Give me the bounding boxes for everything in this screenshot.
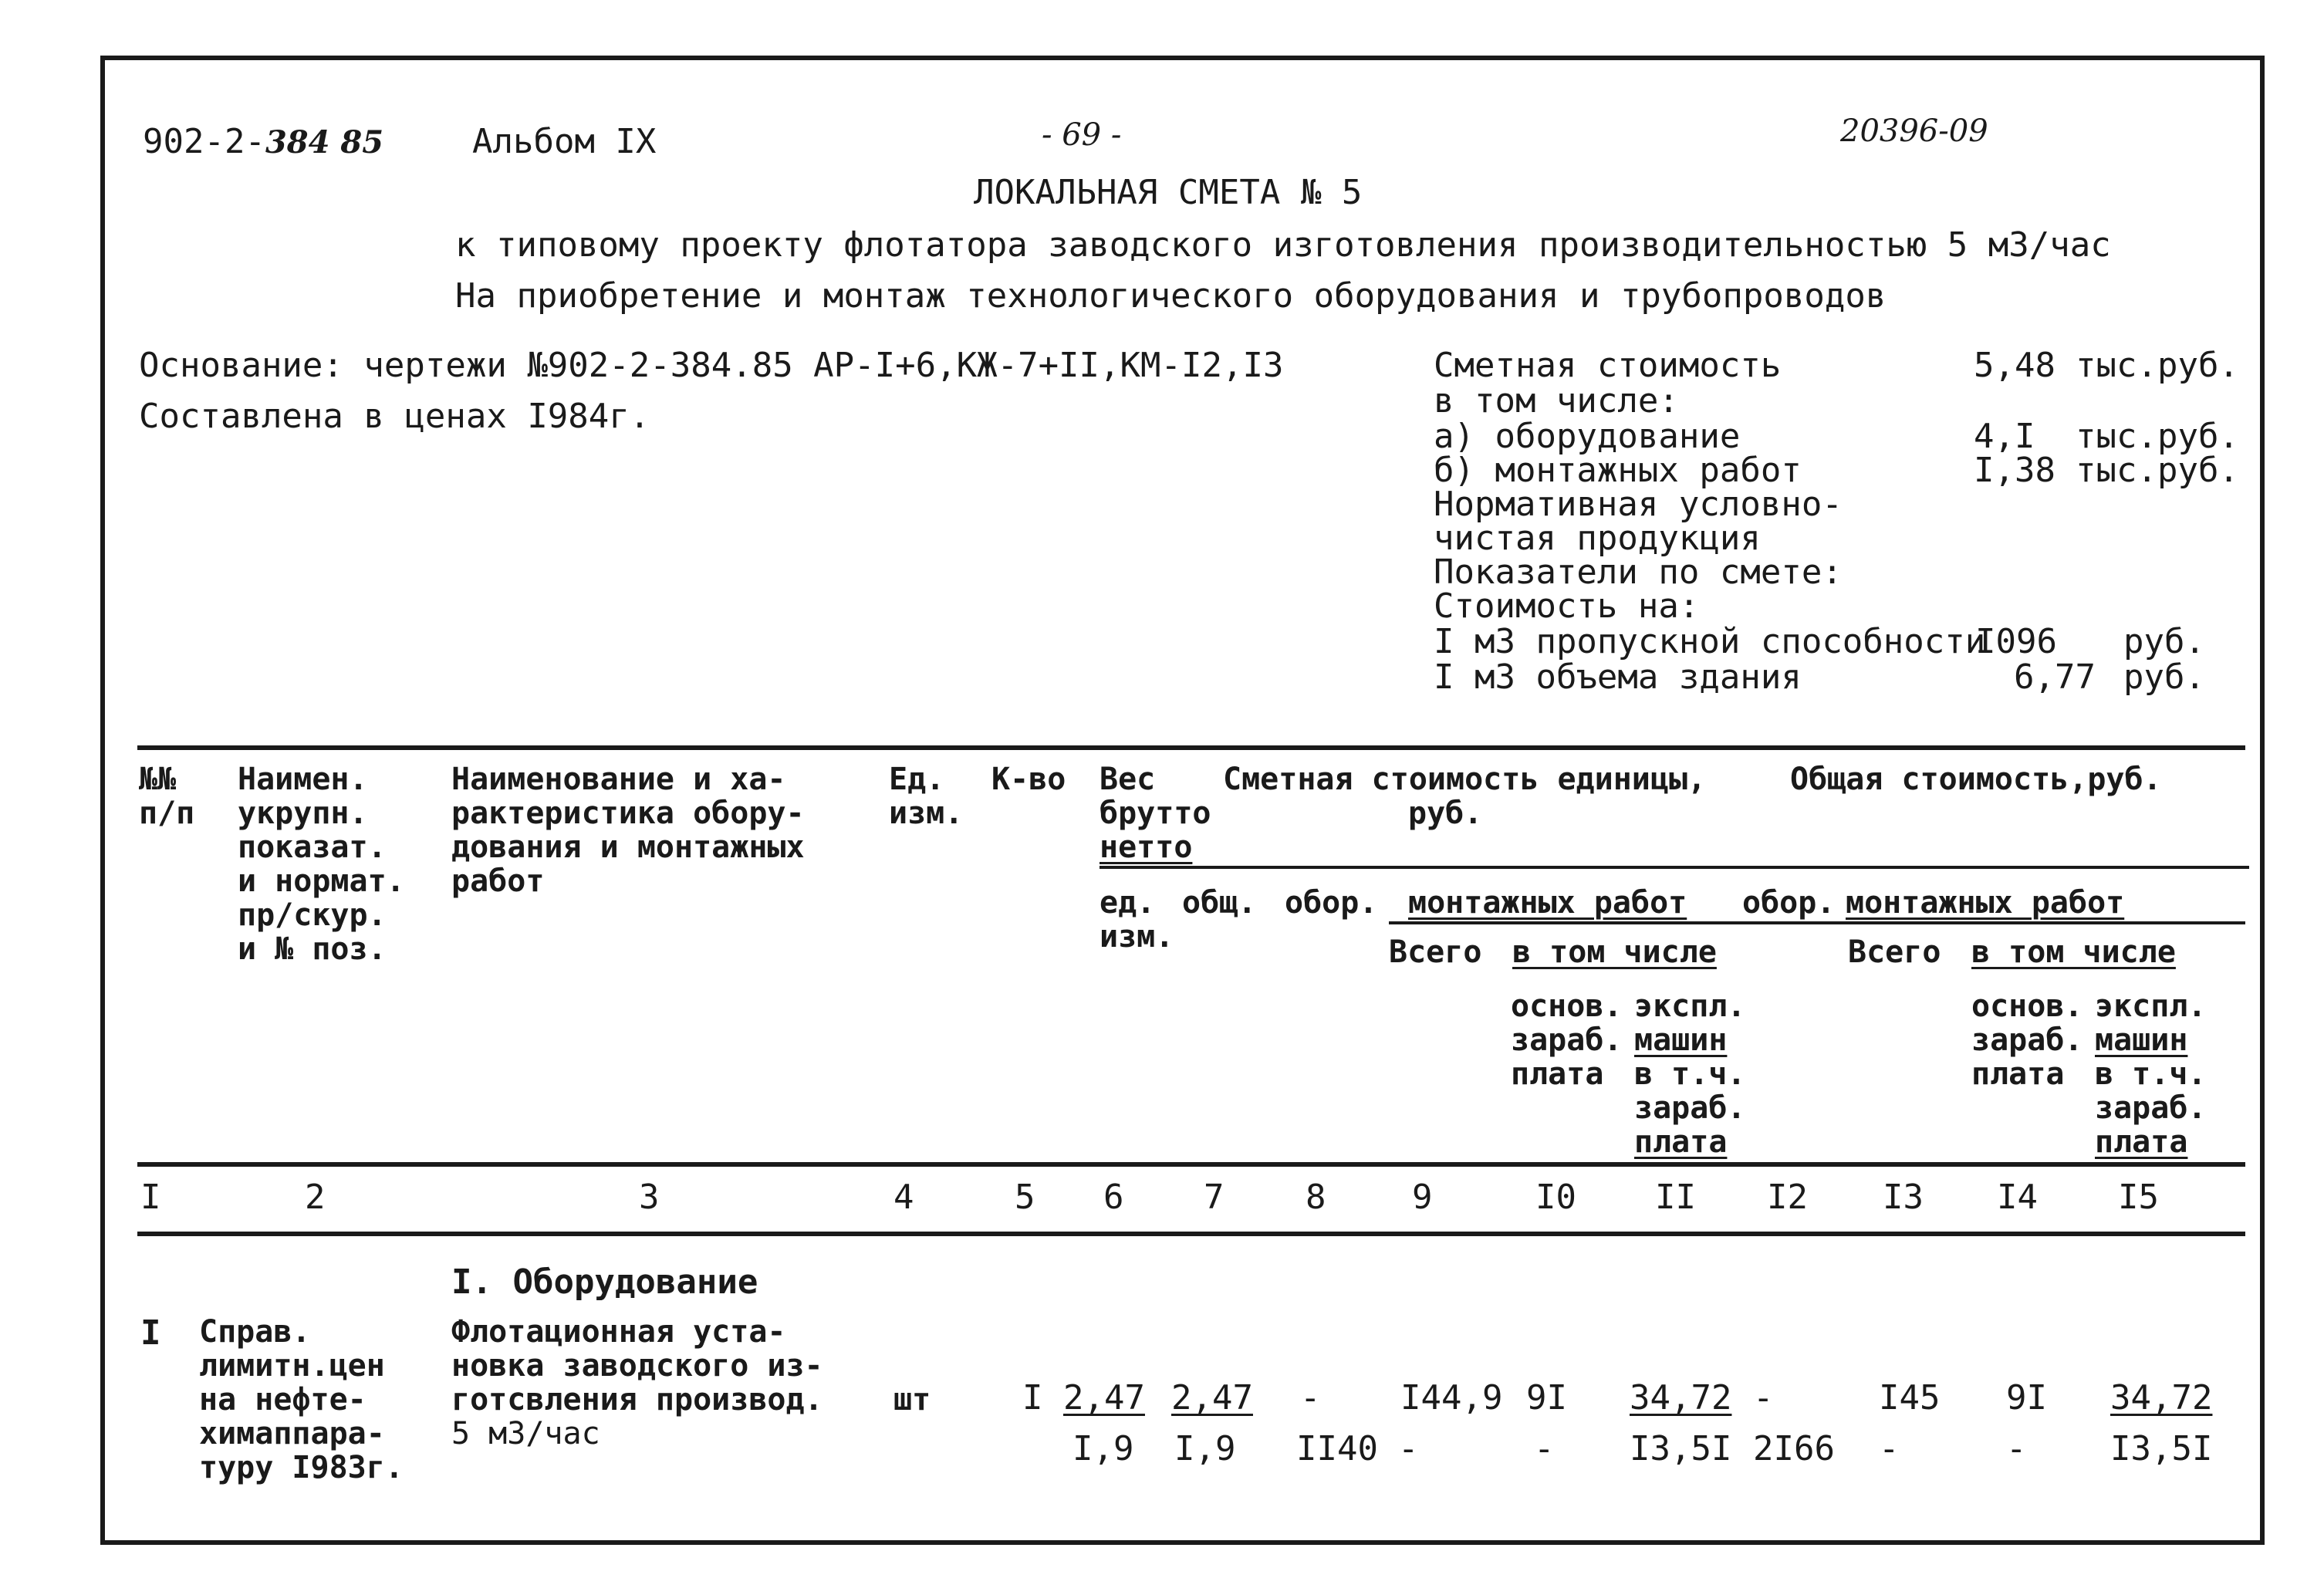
header-col5: К-во bbox=[991, 762, 1066, 797]
column-numbers-bottom-rule bbox=[137, 1232, 2245, 1236]
colnum-3: 3 bbox=[639, 1178, 660, 1217]
header-col2-line6: и № поз. bbox=[238, 931, 387, 967]
header-ekspl-1d: зараб. bbox=[1634, 1090, 1746, 1126]
summary-capacity-unit: руб. bbox=[2123, 622, 2205, 661]
header-osnov-1b: зараб. bbox=[1511, 1022, 1623, 1058]
basis-drawings: Основание: чертежи №902-2-384.85 АР-I+6,КЖ-7+II,КМ-I2,I3 bbox=[139, 346, 1284, 385]
summary-equipment-label: а) оборудование bbox=[1434, 417, 1741, 456]
row-c12-bottom: 2I66 bbox=[1753, 1429, 1835, 1468]
row-c13-bottom: - bbox=[1879, 1429, 1900, 1468]
row-c6-top: 2,47 bbox=[1063, 1378, 1145, 1418]
colnum-1: I bbox=[140, 1178, 161, 1217]
summary-indicators: Показатели по смете: bbox=[1434, 553, 1843, 592]
header-col2-line5: пр/скур. bbox=[238, 897, 387, 933]
row-name-4: 5 м3/час bbox=[451, 1416, 600, 1451]
header-vsego-2: Всего bbox=[1848, 934, 1941, 970]
header-v-tom-chisle-1: в том числе bbox=[1512, 934, 1717, 970]
header-sub-mont2: монтажных работ bbox=[1846, 885, 2125, 921]
row-c7-top: 2,47 bbox=[1171, 1378, 1253, 1418]
document-title: ЛОКАЛЬНАЯ СМЕТА № 5 bbox=[974, 173, 1363, 212]
colnum-5: 5 bbox=[1015, 1178, 1035, 1217]
row-c7-bottom: I,9 bbox=[1174, 1429, 1236, 1468]
header-sub-mont1: монтажных работ bbox=[1408, 885, 1687, 921]
row-c12-top: - bbox=[1753, 1378, 1774, 1418]
row-basis-1: Справ. bbox=[199, 1314, 311, 1350]
header-total-cost: Общая стоимость,руб. bbox=[1790, 762, 2162, 797]
summary-mounting-label: б) монтажных работ bbox=[1434, 451, 1802, 490]
row-c9-bottom: - bbox=[1398, 1429, 1419, 1468]
header-vsego-1: Всего bbox=[1389, 934, 1482, 970]
header-rule-2 bbox=[1389, 921, 2245, 924]
header-osnov-2a: основ. bbox=[1971, 988, 2083, 1024]
section-title: I. Оборудование bbox=[451, 1262, 758, 1302]
row-c9-top: I44,9 bbox=[1400, 1378, 1503, 1418]
header-ekspl-2e: плата bbox=[2095, 1124, 2188, 1160]
header-col2-line1: Наимен. bbox=[238, 762, 368, 797]
row-basis-3: на нефте- bbox=[199, 1382, 367, 1418]
table-top-rule bbox=[137, 745, 2245, 750]
colnum-12: I2 bbox=[1767, 1178, 1808, 1217]
inventory-number: 20396-09 bbox=[1840, 113, 1988, 149]
row-c15-bottom: I3,5I bbox=[2110, 1429, 2213, 1468]
doc-code: 902-2-384 85 bbox=[143, 122, 384, 161]
header-col4-line2: изм. bbox=[889, 796, 964, 831]
subtitle-project: к типовому проекту флотатора заводского изготовления производительностью 5 м3/час bbox=[455, 225, 2111, 265]
row-c10-bottom: - bbox=[1534, 1429, 1555, 1468]
summary-volume-label: I м3 объема здания bbox=[1434, 657, 1802, 697]
header-osnov-2b: зараб. bbox=[1971, 1022, 2083, 1058]
row-basis-4: химаппара- bbox=[199, 1416, 385, 1451]
header-ekspl-2a: экспл. bbox=[2095, 988, 2207, 1024]
header-ekspl-2c: в т.ч. bbox=[2095, 1056, 2207, 1092]
summary-norm-line1: Нормативная условно- bbox=[1434, 485, 1843, 524]
row-c6-bottom: I,9 bbox=[1072, 1429, 1134, 1468]
colnum-9: 9 bbox=[1412, 1178, 1433, 1217]
header-col3-line2: рактеристика обору- bbox=[451, 796, 805, 831]
row-c11-bottom: I3,5I bbox=[1630, 1429, 1732, 1468]
summary-capacity-value: I096 bbox=[1975, 622, 2057, 661]
subtitle-purpose: На приобретение и монтаж технологического оборудования и трубопроводов bbox=[455, 276, 1887, 316]
row-name-1: Флотационная уста- bbox=[451, 1314, 786, 1350]
header-col2-line3: показат. bbox=[238, 830, 387, 865]
header-col1-line2: п/п bbox=[139, 796, 195, 831]
header-v-tom-chisle-2: в том числе bbox=[1971, 934, 2176, 970]
colnum-4: 4 bbox=[893, 1178, 914, 1217]
row-number: I bbox=[140, 1313, 161, 1353]
summary-norm-line2: чистая продукция bbox=[1434, 519, 1761, 558]
header-sub-ed: ед. bbox=[1100, 885, 1156, 921]
header-ekspl-1a: экспл. bbox=[1634, 988, 1746, 1024]
header-col1-line1: №№ bbox=[139, 762, 177, 797]
header-ekspl-2d: зараб. bbox=[2095, 1090, 2207, 1126]
header-unit-cost: Сметная стоимость единицы, bbox=[1223, 762, 1707, 797]
column-numbers-top-rule bbox=[137, 1162, 2245, 1167]
header-col2-line4: и нормат. bbox=[238, 863, 405, 899]
summary-equipment-value: 4,I bbox=[1974, 417, 2035, 456]
basis-prices: Составлена в ценах I984г. bbox=[139, 397, 650, 436]
colnum-14: I4 bbox=[1997, 1178, 2038, 1217]
colnum-8: 8 bbox=[1306, 1178, 1326, 1217]
header-col3-line3: дования и монтажных bbox=[451, 830, 805, 865]
header-weight-gross: брутто bbox=[1100, 796, 1211, 831]
colnum-6: 6 bbox=[1103, 1178, 1124, 1217]
row-unit: шт bbox=[893, 1382, 931, 1418]
page-number: - 69 - bbox=[1042, 117, 1122, 153]
row-name-2: новка заводского из- bbox=[451, 1348, 823, 1384]
header-col3-line4: работ bbox=[451, 863, 545, 899]
header-col4-line1: Ед. bbox=[889, 762, 945, 797]
colnum-11: II bbox=[1655, 1178, 1696, 1217]
header-col3-line1: Наименование и ха- bbox=[451, 762, 786, 797]
row-basis-5: туру I983г. bbox=[199, 1450, 404, 1485]
summary-mounting-value: I,38 bbox=[1974, 451, 2055, 490]
row-qty: I bbox=[1022, 1378, 1043, 1418]
summary-cost-on: Стоимость на: bbox=[1434, 586, 1700, 626]
summary-capacity-label: I м3 пропускной способности bbox=[1434, 622, 1986, 661]
colnum-10: I0 bbox=[1535, 1178, 1576, 1217]
row-name-3: готсвления производ. bbox=[451, 1382, 823, 1418]
header-ekspl-1e: плата bbox=[1634, 1124, 1728, 1160]
row-c10-top: 9I bbox=[1526, 1378, 1567, 1418]
summary-volume-value: 6,77 bbox=[2014, 657, 2096, 697]
row-c13-top: I45 bbox=[1879, 1378, 1941, 1418]
row-basis-2: лимитн.цен bbox=[199, 1348, 385, 1384]
row-c15-top: 34,72 bbox=[2110, 1378, 2213, 1418]
header-unit-cost-rub: руб. bbox=[1408, 796, 1483, 831]
colnum-2: 2 bbox=[305, 1178, 326, 1217]
album-label: Альбом IX bbox=[472, 122, 657, 161]
header-ekspl-2b: машин bbox=[2095, 1022, 2188, 1058]
header-osnov-1c: плата bbox=[1511, 1056, 1604, 1092]
summary-cost-value: 5,48 bbox=[1974, 346, 2055, 385]
summary-including: в том числе: bbox=[1434, 381, 1679, 421]
summary-cost-label: Сметная стоимость bbox=[1434, 346, 1782, 385]
colnum-7: 7 bbox=[1204, 1178, 1224, 1217]
row-c14-bottom: - bbox=[2006, 1429, 2027, 1468]
header-col2-line2: укрупн. bbox=[238, 796, 368, 831]
summary-mounting-unit: тыс.руб. bbox=[2076, 451, 2239, 490]
header-sub-obor1: обор. bbox=[1285, 885, 1378, 921]
summary-equipment-unit: тыс.руб. bbox=[2076, 417, 2239, 456]
colnum-15: I5 bbox=[2118, 1178, 2159, 1217]
header-rule-1 bbox=[1100, 866, 2249, 869]
header-weight-net: нетто bbox=[1100, 830, 1193, 865]
header-ekspl-1b: машин bbox=[1634, 1022, 1728, 1058]
header-sub-obor2: обор. bbox=[1742, 885, 1836, 921]
summary-cost-unit: тыс.руб. bbox=[2076, 346, 2239, 385]
header-weight: Вес bbox=[1100, 762, 1156, 797]
header-osnov-2c: плата bbox=[1971, 1056, 2065, 1092]
summary-volume-unit: руб. bbox=[2123, 657, 2205, 697]
header-osnov-1a: основ. bbox=[1511, 988, 1623, 1024]
header-ekspl-1c: в т.ч. bbox=[1634, 1056, 1746, 1092]
row-c14-top: 9I bbox=[2006, 1378, 2047, 1418]
row-c11-top: 34,72 bbox=[1630, 1378, 1732, 1418]
row-c8-bottom: II40 bbox=[1296, 1429, 1378, 1468]
header-sub-izm: изм. bbox=[1100, 919, 1174, 955]
colnum-13: I3 bbox=[1883, 1178, 1924, 1217]
header-sub-obsh: общ. bbox=[1182, 885, 1257, 921]
row-c8-top: - bbox=[1300, 1378, 1321, 1418]
